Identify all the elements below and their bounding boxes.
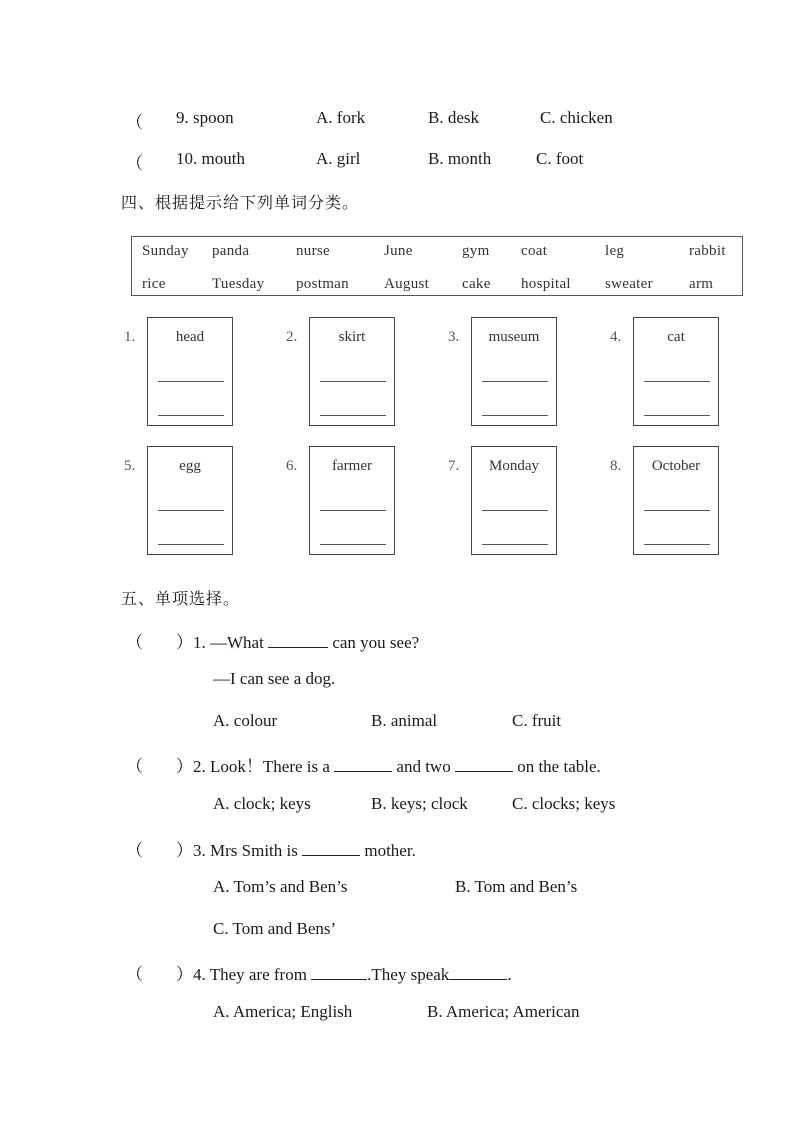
answer-line[interactable] bbox=[320, 415, 386, 416]
option-a: A. fork bbox=[316, 108, 366, 127]
box-number: 5. bbox=[124, 458, 136, 474]
option-a: A. colour bbox=[213, 711, 278, 730]
option-c: C. Tom and Bens’ bbox=[213, 919, 337, 938]
box-number: 8. bbox=[610, 458, 622, 474]
word: August bbox=[384, 276, 430, 292]
option-a: A. girl bbox=[316, 149, 361, 168]
category-box bbox=[471, 446, 557, 555]
answer-line[interactable] bbox=[320, 381, 386, 382]
category-box bbox=[471, 317, 557, 426]
dialogue-reply: —I can see a dog. bbox=[213, 669, 336, 688]
word: cake bbox=[462, 276, 491, 292]
question-text: ）1. —What bbox=[176, 633, 269, 652]
box-number: 1. bbox=[124, 329, 136, 345]
category-label: skirt bbox=[338, 329, 366, 345]
answer-line[interactable] bbox=[482, 544, 548, 545]
answer-line[interactable] bbox=[644, 544, 710, 545]
option-a: A. America; English bbox=[213, 1002, 353, 1021]
answer-line[interactable] bbox=[482, 381, 548, 382]
answer-bracket-open[interactable]: （ bbox=[126, 757, 143, 776]
word: rabbit bbox=[689, 243, 726, 259]
category-box bbox=[633, 446, 719, 555]
question-text: mother. bbox=[360, 841, 416, 860]
answer-line[interactable] bbox=[320, 510, 386, 511]
answer-blank[interactable] bbox=[455, 757, 513, 772]
answer-bracket-open[interactable]: （ bbox=[126, 633, 143, 652]
section-5-title: 五、单项选择。 bbox=[121, 589, 241, 608]
question-text: on the table. bbox=[512, 757, 601, 776]
answer-bracket-open[interactable]: （ bbox=[126, 841, 143, 860]
answer-line[interactable] bbox=[482, 415, 548, 416]
category-label: Monday bbox=[489, 458, 539, 474]
option-c: C. clocks; keys bbox=[512, 794, 616, 813]
word: Tuesday bbox=[212, 276, 265, 292]
answer-bracket-open[interactable]: （ bbox=[126, 113, 143, 132]
word: sweater bbox=[605, 276, 653, 292]
answer-line[interactable] bbox=[158, 510, 224, 511]
category-label: October bbox=[651, 458, 701, 474]
answer-blank[interactable] bbox=[449, 965, 507, 980]
word-bank bbox=[131, 236, 743, 296]
box-number: 2. bbox=[286, 329, 298, 345]
answer-line[interactable] bbox=[320, 544, 386, 545]
option-a: A. Tom’s and Ben’s bbox=[213, 877, 348, 896]
question-text: ）2. Look！There is a bbox=[176, 757, 335, 776]
answer-line[interactable] bbox=[644, 381, 710, 382]
category-label: head bbox=[175, 329, 205, 345]
question-1 bbox=[176, 628, 419, 653]
option-a: A. clock; keys bbox=[213, 794, 311, 813]
question-text: ）4. They are from bbox=[176, 965, 312, 984]
answer-line[interactable] bbox=[644, 415, 710, 416]
question-text: and two bbox=[392, 757, 455, 776]
category-label: museum bbox=[488, 329, 540, 345]
word: coat bbox=[521, 243, 548, 259]
option-c: C. fruit bbox=[512, 711, 562, 730]
word: panda bbox=[212, 243, 250, 259]
answer-blank[interactable] bbox=[334, 757, 392, 772]
option-b: B. month bbox=[428, 149, 492, 168]
word: rice bbox=[142, 276, 166, 292]
answer-blank[interactable] bbox=[268, 633, 328, 648]
option-b: B. America; American bbox=[427, 1002, 580, 1021]
answer-line[interactable] bbox=[158, 415, 224, 416]
word: leg bbox=[605, 243, 625, 259]
question-4 bbox=[176, 960, 512, 985]
category-label: cat bbox=[667, 329, 685, 345]
word: Sunday bbox=[142, 243, 189, 259]
word: gym bbox=[462, 243, 490, 259]
category-box bbox=[147, 446, 233, 555]
answer-line[interactable] bbox=[158, 381, 224, 382]
answer-line[interactable] bbox=[644, 510, 710, 511]
section-4-title: 四、根据提示给下列单词分类。 bbox=[121, 193, 360, 212]
question-text: 10. mouth bbox=[176, 149, 245, 168]
answer-line[interactable] bbox=[158, 544, 224, 545]
box-number: 4. bbox=[610, 329, 622, 345]
category-box bbox=[309, 446, 395, 555]
question-text: .They speak bbox=[367, 965, 450, 984]
category-box bbox=[309, 317, 395, 426]
option-b: B. keys; clock bbox=[371, 794, 468, 813]
option-c: C. foot bbox=[536, 149, 584, 168]
category-box bbox=[633, 317, 719, 426]
category-label: farmer bbox=[332, 458, 372, 474]
answer-line[interactable] bbox=[482, 510, 548, 511]
option-b: B. animal bbox=[371, 711, 438, 730]
word: postman bbox=[296, 276, 349, 292]
answer-blank[interactable] bbox=[311, 965, 367, 980]
category-box bbox=[147, 317, 233, 426]
box-number: 3. bbox=[448, 329, 460, 345]
answer-bracket-open[interactable]: （ bbox=[126, 154, 143, 173]
word: June bbox=[384, 243, 413, 259]
question-text: 9. spoon bbox=[176, 108, 234, 127]
question-3 bbox=[176, 836, 416, 861]
category-label: egg bbox=[179, 458, 201, 474]
option-b: B. Tom and Ben’s bbox=[455, 877, 578, 896]
question-text: ）3. Mrs Smith is bbox=[176, 841, 303, 860]
answer-bracket-open[interactable]: （ bbox=[126, 965, 143, 984]
question-text: can you see? bbox=[328, 633, 420, 652]
option-b: B. desk bbox=[428, 108, 479, 127]
question-text: . bbox=[507, 965, 512, 984]
box-number: 7. bbox=[448, 458, 460, 474]
box-number: 6. bbox=[286, 458, 298, 474]
word: nurse bbox=[296, 243, 330, 259]
option-c: C. chicken bbox=[540, 108, 613, 127]
word: hospital bbox=[521, 276, 571, 292]
answer-blank[interactable] bbox=[302, 841, 360, 856]
word: arm bbox=[689, 276, 714, 292]
question-2 bbox=[176, 752, 601, 777]
